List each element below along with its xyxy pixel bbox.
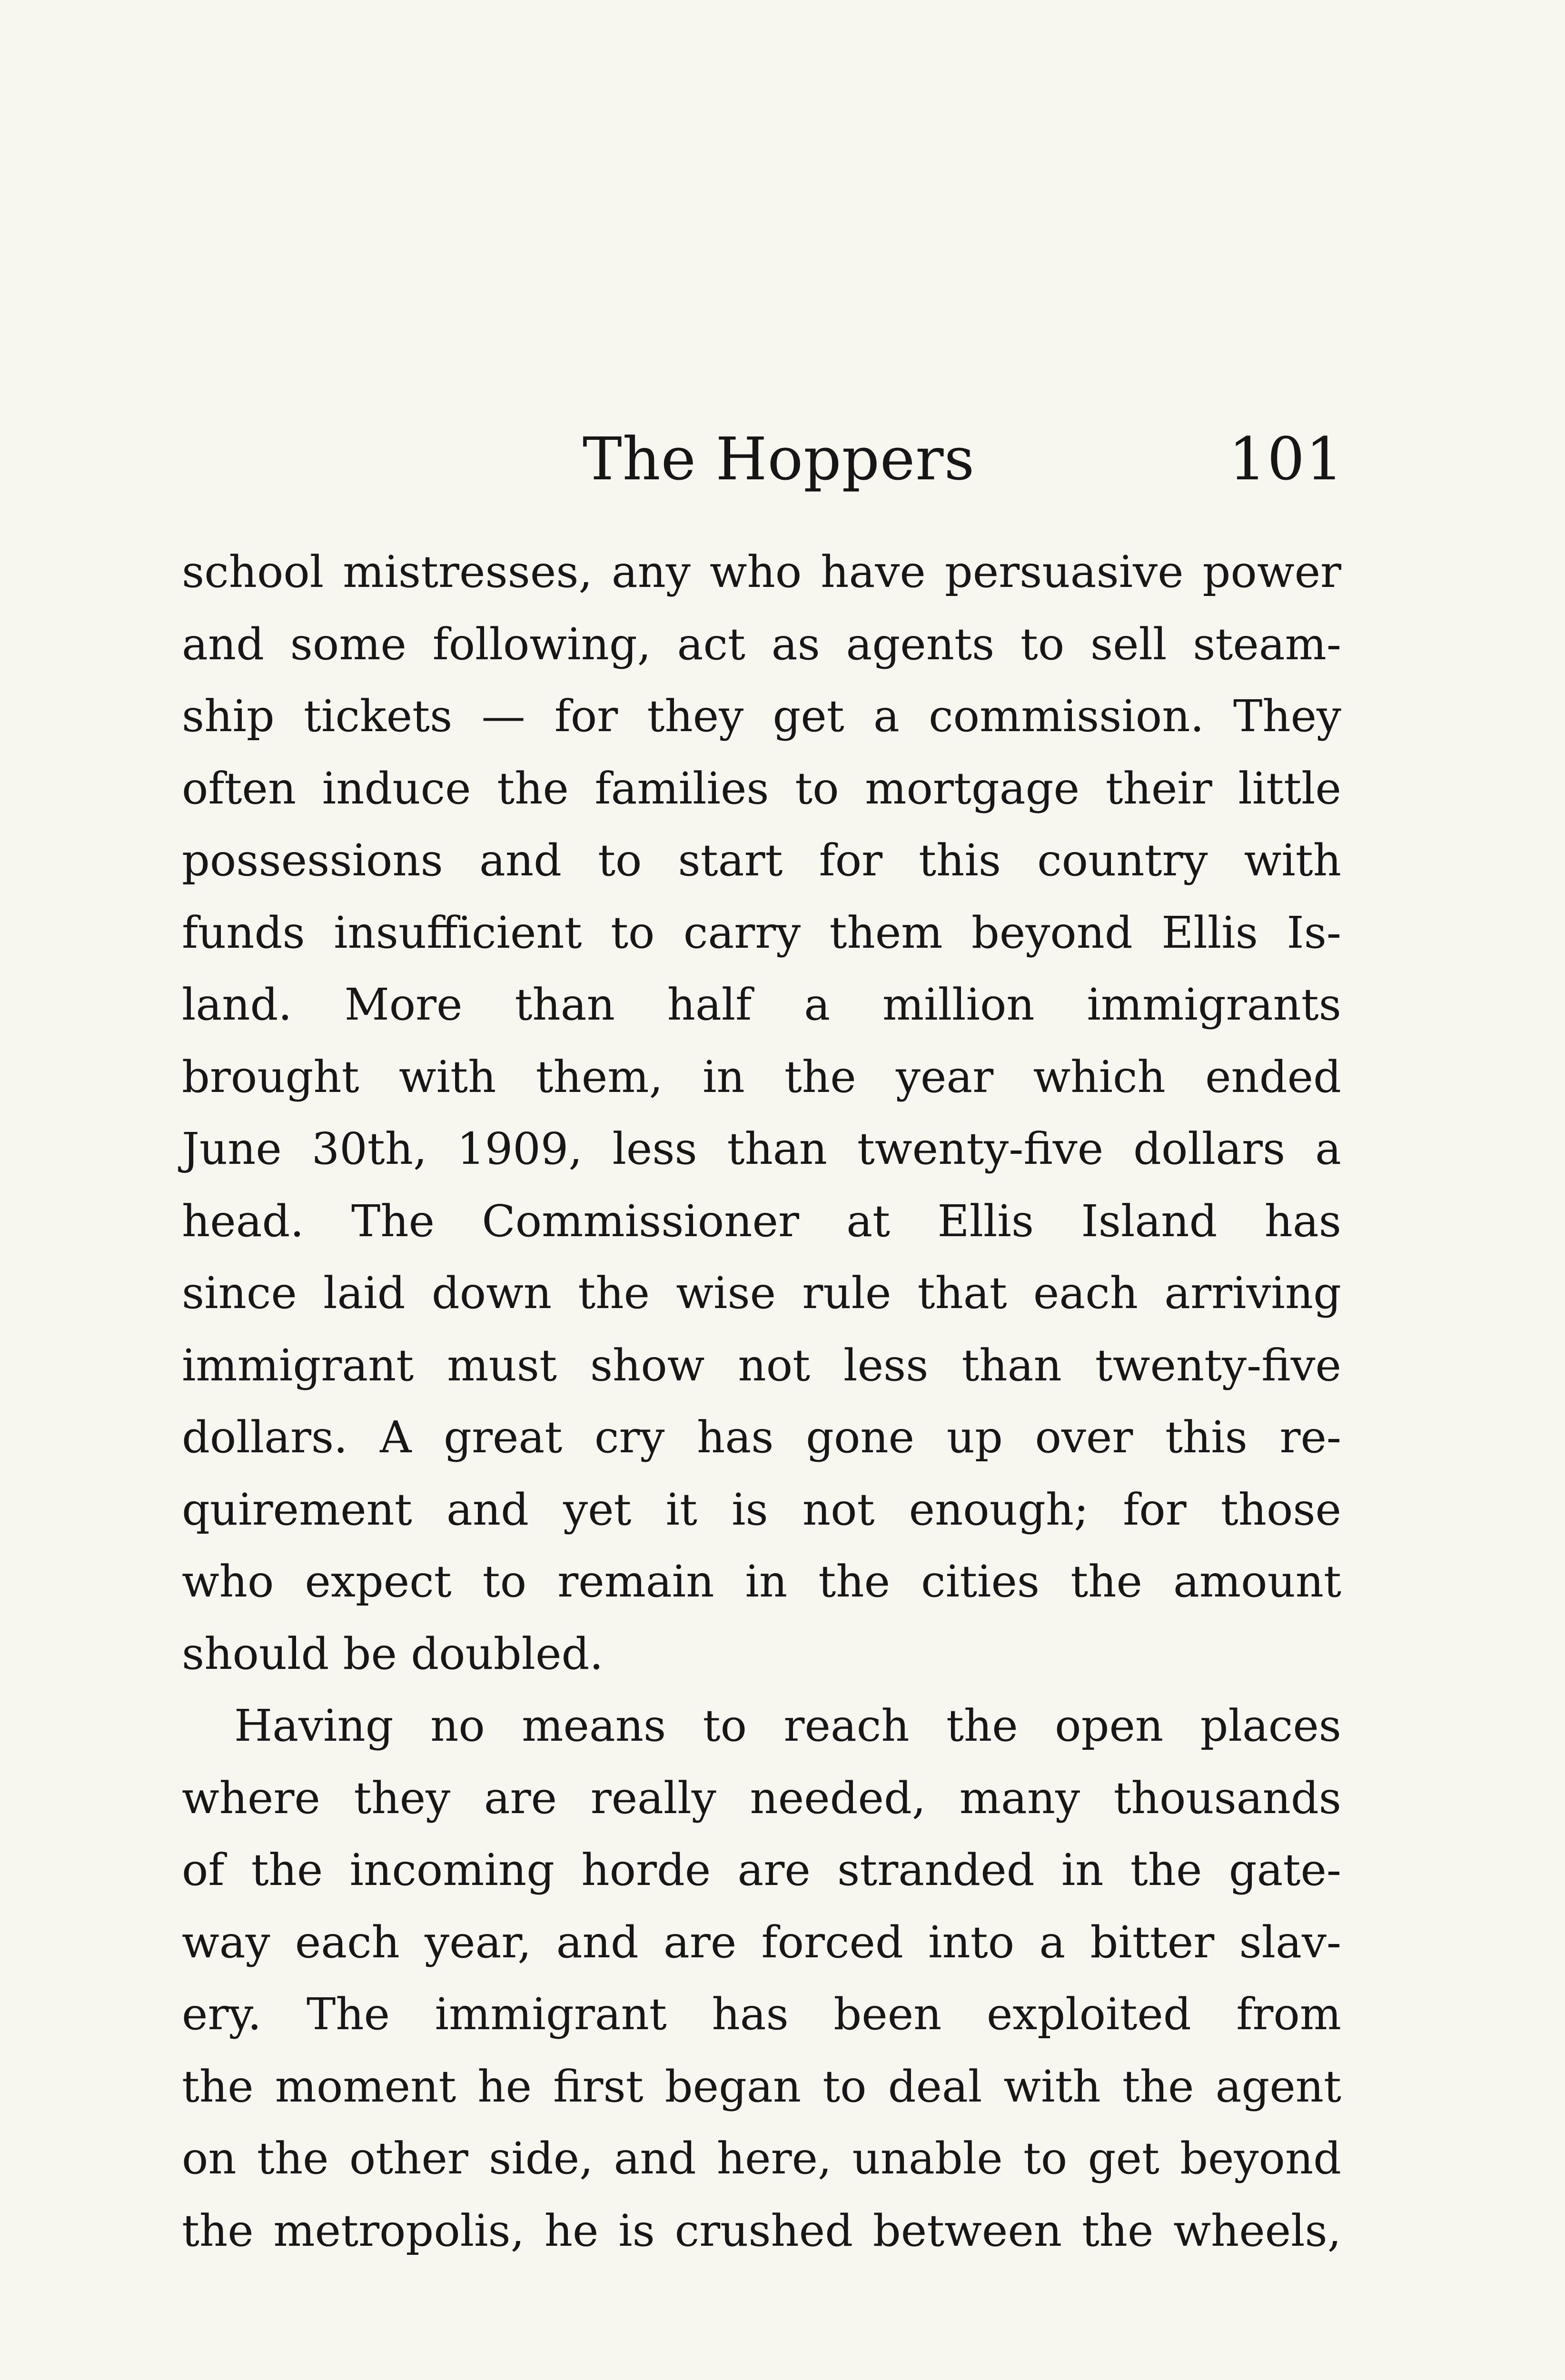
text-line: since laid down the wise rule that each arriving — [182, 1268, 1341, 1319]
text-line: quirement and yet it is not enough; for those — [182, 1484, 1341, 1535]
text-line: the metropolis, he is crushed between the wheels, — [182, 2205, 1341, 2256]
text-line: Having no means to reach the open places — [234, 1700, 1341, 1751]
text-line: and some following, act as agents to sell steam- — [182, 618, 1341, 670]
text-line: land. More than half a million immigrants — [182, 979, 1341, 1030]
text-line: ship tickets — for they get a commission. They — [182, 691, 1341, 742]
text-line: ery. The immigrant has been exploited from — [182, 1989, 1341, 2040]
text-line: who expect to remain in the cities the amount — [182, 1556, 1341, 1607]
text-line: of the incoming horde are stranded in the gate- — [182, 1844, 1341, 1895]
text-line: often induce the families to mortgage their little — [182, 763, 1341, 814]
text-line: head. The Commissioner at Ellis Island has — [182, 1195, 1341, 1247]
running-title: The Hoppers — [583, 425, 975, 494]
text-line: possessions and to start for this country with — [182, 835, 1341, 886]
page-number: 101 — [1228, 425, 1344, 494]
text-line: should be doubled. — [182, 1628, 604, 1679]
text-line: dollars. A great cry has gone up over this re- — [182, 1412, 1341, 1463]
text-line: June 30th, 1909, less than twenty-five dollars a — [182, 1123, 1341, 1174]
text-line: way each year, and are forced into a bitter slav- — [182, 1916, 1341, 1968]
paragraph-2 — [182, 1690, 1341, 2267]
text-line: on the other side, and here, unable to get beyond — [182, 2133, 1341, 2184]
text-line: immigrant must show not less than twenty-five — [182, 1339, 1341, 1391]
text-line: brought with them, in the year which ended — [182, 1051, 1341, 1102]
text-line: funds insufficient to carry them beyond Ellis Is- — [182, 907, 1341, 958]
paragraph-1 — [182, 536, 1341, 1690]
text-line: school mistresses, any who have persuasive power — [182, 546, 1341, 597]
text-line: the moment he first began to deal with the agent — [182, 2061, 1341, 2112]
body-text — [182, 536, 1341, 2267]
running-head — [583, 419, 1344, 514]
text-line: where they are really needed, many thousands — [182, 1772, 1341, 1824]
